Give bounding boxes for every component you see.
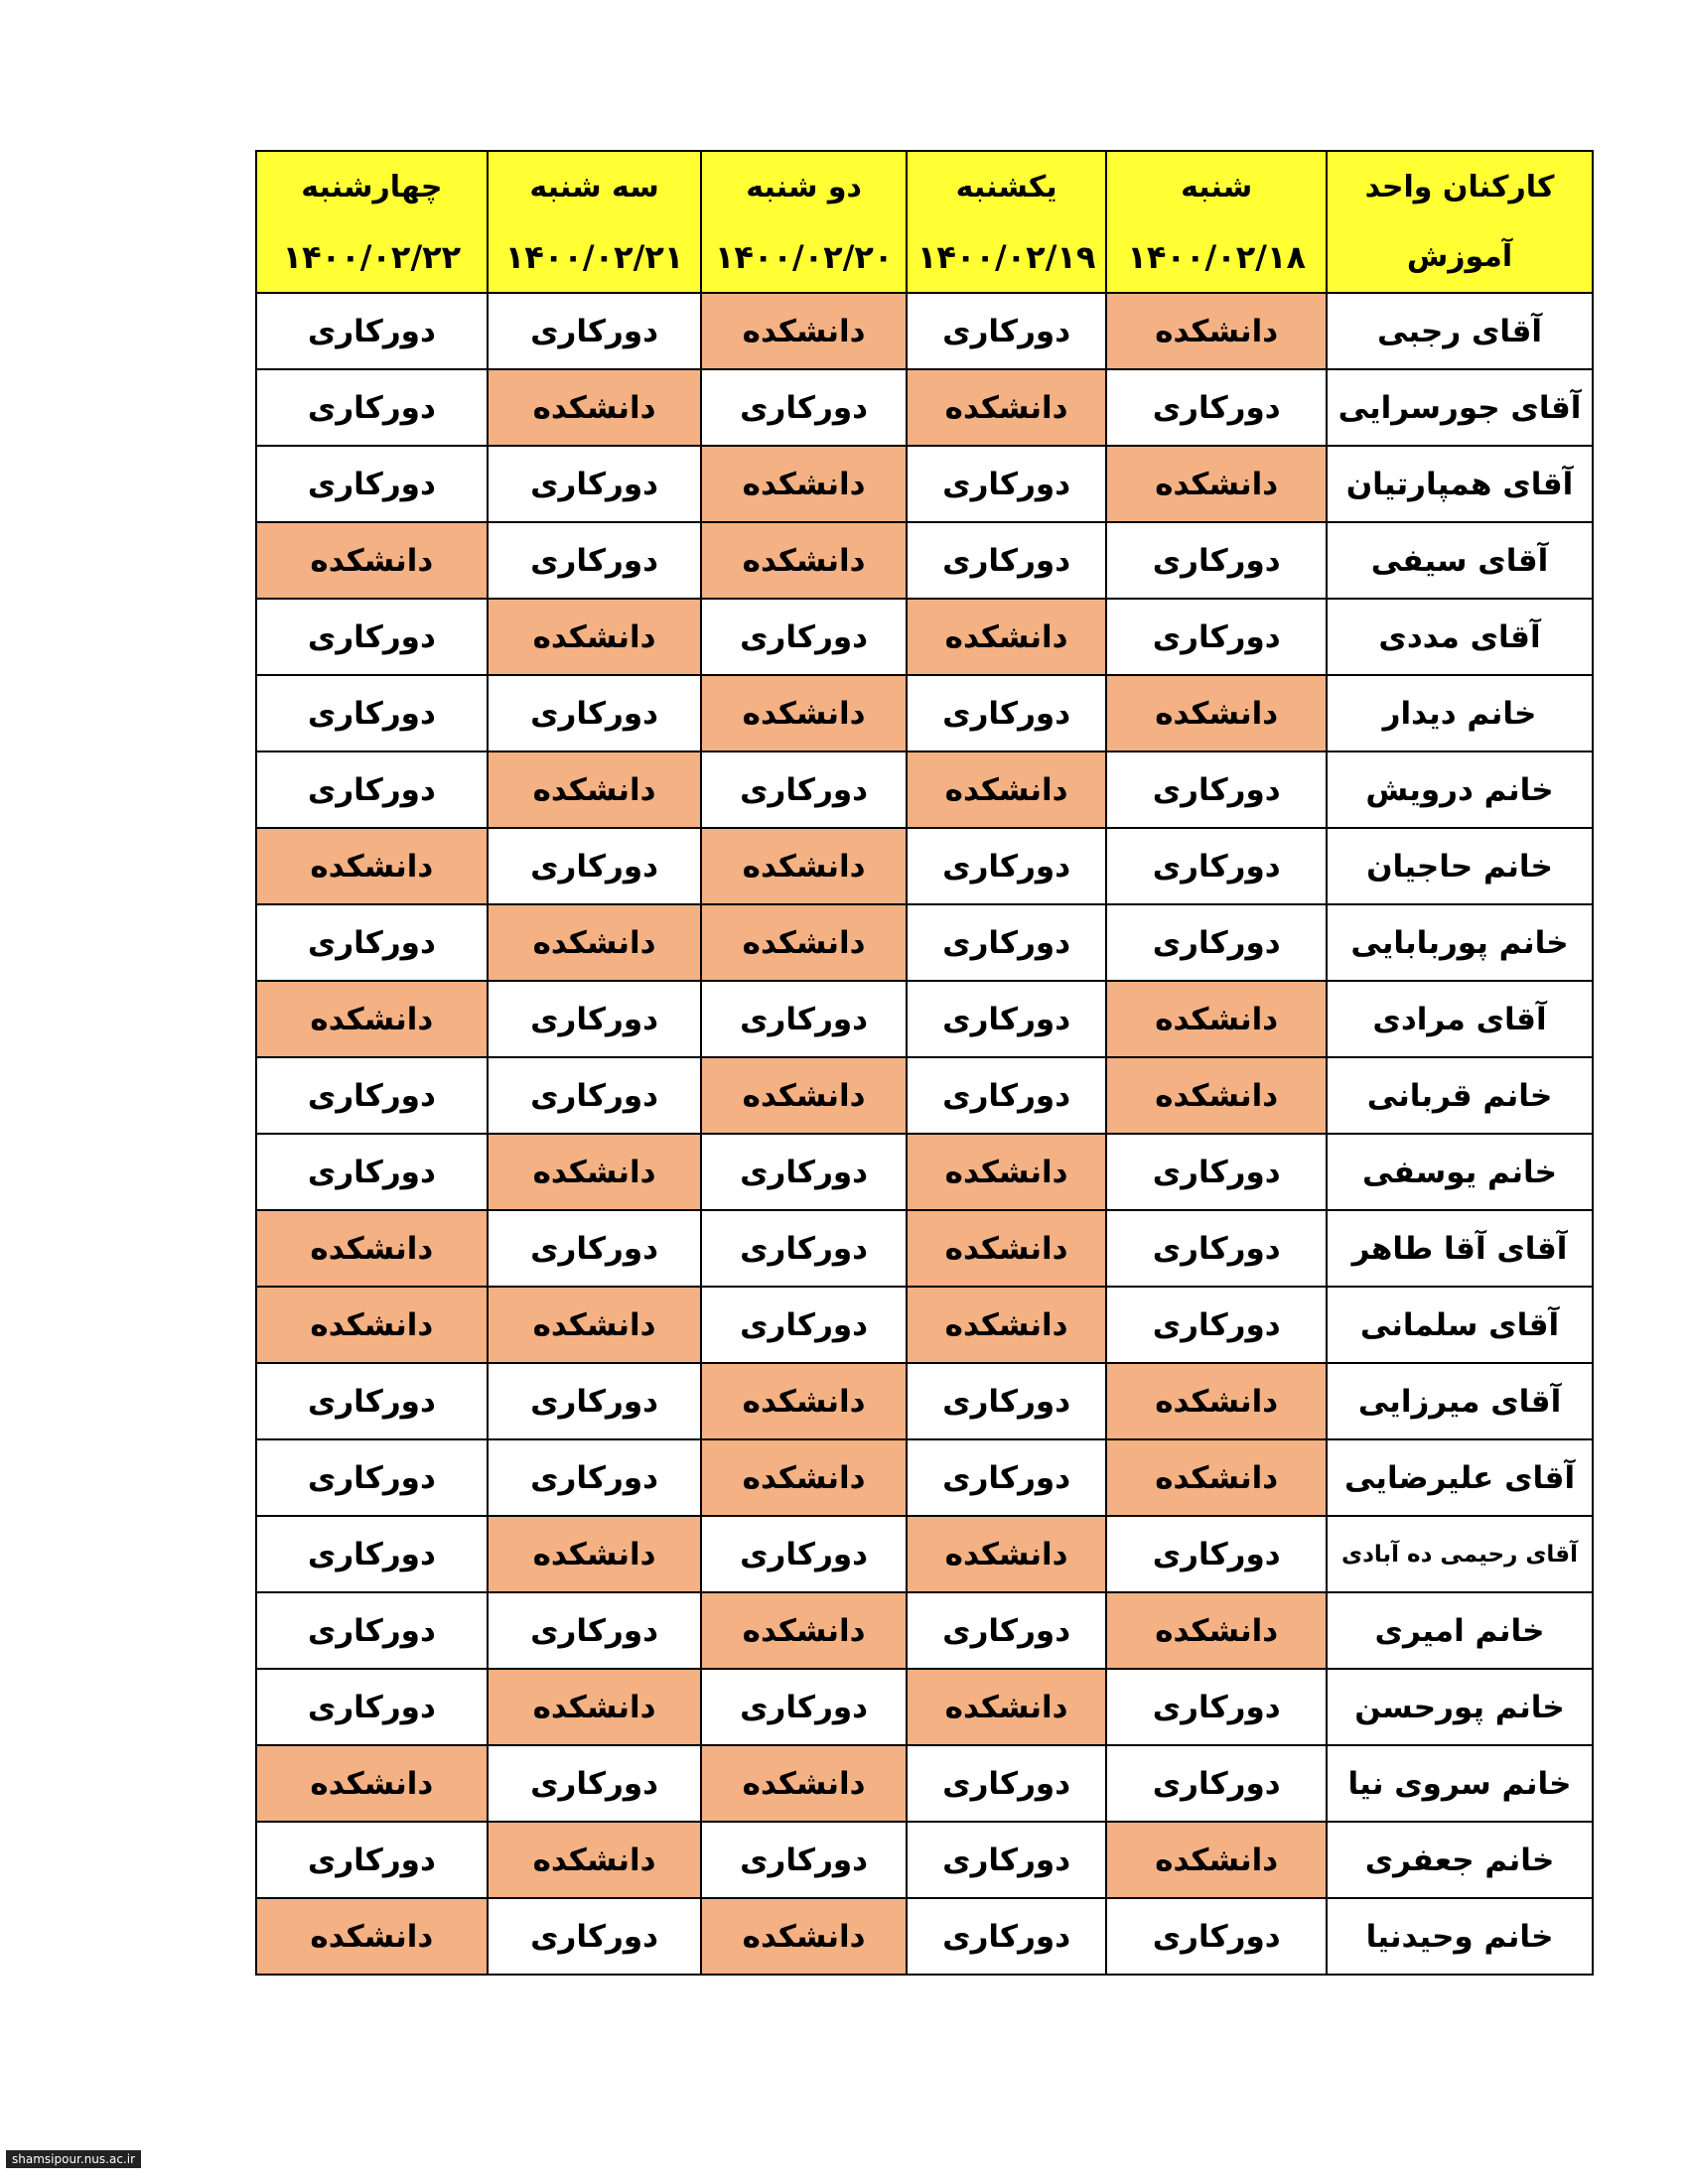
schedule-cell: دورکاری [701, 1822, 907, 1898]
day-date: ۱۴۰۰/۰۲/۲۱ [504, 237, 684, 276]
schedule-cell: دانشکده [907, 599, 1106, 675]
staff-name: آقای رجبی [1327, 293, 1593, 369]
schedule-cell: دورکاری [256, 1592, 488, 1669]
schedule-cell: دانشکده [907, 751, 1106, 828]
table-row [256, 599, 1593, 675]
schedule-cell: دورکاری [907, 1822, 1106, 1898]
schedule-cell: دورکاری [1106, 599, 1327, 675]
schedule-cell: دورکاری [701, 1210, 907, 1287]
table-row [256, 675, 1593, 751]
schedule-cell: دورکاری [488, 828, 702, 904]
schedule-cell: دانشکده [1106, 293, 1327, 369]
table-row [256, 904, 1593, 981]
staff-name: خانم وحیدنیا [1327, 1898, 1593, 1975]
header-day-4 [488, 151, 702, 293]
schedule-cell: دورکاری [1106, 369, 1327, 446]
schedule-cell: دانشکده [907, 1287, 1106, 1363]
table-row [256, 751, 1593, 828]
schedule-cell: دورکاری [1106, 1134, 1327, 1210]
schedule-cell: دانشکده [701, 1745, 907, 1822]
schedule-cell: دورکاری [1106, 1210, 1327, 1287]
staff-name: آقای سیفی [1327, 522, 1593, 599]
schedule-cell: دانشکده [256, 1898, 488, 1975]
schedule-cell: دورکاری [256, 446, 488, 522]
schedule-cell: دورکاری [256, 1822, 488, 1898]
schedule-cell: دانشکده [701, 1898, 907, 1975]
schedule-cell: دانشکده [256, 1287, 488, 1363]
schedule-cell: دورکاری [488, 522, 702, 599]
schedule-cell: دورکاری [488, 1592, 702, 1669]
schedule-cell: دانشکده [1106, 1057, 1327, 1134]
schedule-cell: دورکاری [907, 1439, 1106, 1516]
table-row [256, 1439, 1593, 1516]
schedule-cell: دورکاری [701, 1134, 907, 1210]
schedule-cell: دورکاری [256, 1439, 488, 1516]
schedule-cell: دورکاری [1106, 1516, 1327, 1592]
schedule-cell: دانشکده [907, 1669, 1106, 1745]
staff-name: آقای علیرضایی [1327, 1439, 1593, 1516]
table-row [256, 828, 1593, 904]
schedule-cell: دانشکده [256, 828, 488, 904]
schedule-cell: دورکاری [907, 1592, 1106, 1669]
header-day-1 [1106, 151, 1327, 293]
staff-name: خانم جعفری [1327, 1822, 1593, 1898]
schedule-cell: دانشکده [701, 293, 907, 369]
schedule-cell: دانشکده [488, 904, 702, 981]
schedule-cell: دانشکده [488, 751, 702, 828]
schedule-cell: دورکاری [907, 1057, 1106, 1134]
schedule-cell: دورکاری [1106, 1287, 1327, 1363]
table-row [256, 1134, 1593, 1210]
schedule-cell: دانشکده [701, 828, 907, 904]
day-date: ۱۴۰۰/۰۲/۱۸ [1127, 237, 1306, 276]
schedule-cell: دانشکده [488, 1287, 702, 1363]
table-body [256, 293, 1593, 1975]
table-row [256, 446, 1593, 522]
schedule-cell: دورکاری [488, 1363, 702, 1439]
schedule-cell: دورکاری [701, 1287, 907, 1363]
staff-name: خانم درویش [1327, 751, 1593, 828]
staff-name: آقای آقا طاهر [1327, 1210, 1593, 1287]
table-row [256, 1363, 1593, 1439]
schedule-cell: دانشکده [701, 904, 907, 981]
staff-name: خانم دیدار [1327, 675, 1593, 751]
schedule-cell: دانشکده [1106, 981, 1327, 1057]
schedule-cell: دورکاری [256, 904, 488, 981]
staff-name: آقای میرزایی [1327, 1363, 1593, 1439]
schedule-cell: دانشکده [701, 1363, 907, 1439]
header-day-2 [907, 151, 1106, 293]
table-row [256, 1210, 1593, 1287]
schedule-cell: دورکاری [488, 446, 702, 522]
table-row [256, 1669, 1593, 1745]
schedule-cell: دورکاری [488, 1898, 702, 1975]
schedule-cell: دورکاری [1106, 828, 1327, 904]
staff-name: خانم سروی نیا [1327, 1745, 1593, 1822]
schedule-cell: دانشکده [488, 1822, 702, 1898]
schedule-cell: دورکاری [907, 522, 1106, 599]
schedule-cell: دورکاری [488, 1057, 702, 1134]
staff-name: آقای مرادی [1327, 981, 1593, 1057]
schedule-cell: دورکاری [488, 293, 702, 369]
schedule-cell: دورکاری [907, 1898, 1106, 1975]
staff-name: خانم پوربابایی [1327, 904, 1593, 981]
schedule-cell: دانشکده [907, 1516, 1106, 1592]
schedule-cell: دورکاری [907, 981, 1106, 1057]
schedule-cell: دورکاری [256, 1363, 488, 1439]
schedule-cell: دورکاری [1106, 1745, 1327, 1822]
schedule-cell: دورکاری [907, 1363, 1106, 1439]
staff-name: آقای همپارتیان [1327, 446, 1593, 522]
schedule-cell: دورکاری [256, 1134, 488, 1210]
schedule-cell: دانشکده [488, 1134, 702, 1210]
staff-name: آقای سلمانی [1327, 1287, 1593, 1363]
schedule-cell: دانشکده [1106, 446, 1327, 522]
schedule-cell: دانشکده [488, 1516, 702, 1592]
schedule-cell: دانشکده [701, 522, 907, 599]
schedule-cell: دورکاری [1106, 522, 1327, 599]
table-row [256, 1592, 1593, 1669]
schedule-cell: دورکاری [1106, 1898, 1327, 1975]
schedule-cell: دانشکده [1106, 675, 1327, 751]
day-date: ۱۴۰۰/۰۲/۲۲ [282, 237, 462, 276]
schedule-cell: دورکاری [488, 1745, 702, 1822]
table-row [256, 293, 1593, 369]
schedule-table [255, 150, 1594, 1976]
day-name: سه شنبه [529, 169, 659, 205]
table-row [256, 1745, 1593, 1822]
schedule-cell: دورکاری [907, 293, 1106, 369]
schedule-cell: دانشکده [256, 1210, 488, 1287]
schedule-cell: دورکاری [488, 1210, 702, 1287]
schedule-cell: دورکاری [701, 981, 907, 1057]
table-row [256, 981, 1593, 1057]
schedule-cell: دورکاری [907, 828, 1106, 904]
staff-name: خانم حاجیان [1327, 828, 1593, 904]
schedule-cell: دورکاری [256, 751, 488, 828]
staff-name: خانم یوسفی [1327, 1134, 1593, 1210]
table-row [256, 1822, 1593, 1898]
day-date: ۱۴۰۰/۰۲/۱۹ [916, 237, 1096, 276]
schedule-cell: دورکاری [907, 675, 1106, 751]
schedule-cell: دورکاری [488, 675, 702, 751]
table-row [256, 369, 1593, 446]
table-row [256, 1898, 1593, 1975]
day-date: ۱۴۰۰/۰۲/۲۰ [714, 237, 894, 276]
schedule-cell: دورکاری [1106, 751, 1327, 828]
header-day-3 [701, 151, 907, 293]
schedule-cell: دانشکده [701, 1057, 907, 1134]
header-day-5 [256, 151, 488, 293]
schedule-cell: دورکاری [488, 981, 702, 1057]
schedule-cell: دانشکده [1106, 1363, 1327, 1439]
schedule-cell: دورکاری [701, 1669, 907, 1745]
schedule-cell: دانشکده [907, 1210, 1106, 1287]
schedule-cell: دورکاری [256, 675, 488, 751]
staff-name: آقای مددی [1327, 599, 1593, 675]
schedule-cell: دورکاری [256, 1669, 488, 1745]
staff-name: خانم قربانی [1327, 1057, 1593, 1134]
schedule-cell: دانشکده [488, 369, 702, 446]
schedule-cell: دورکاری [907, 1745, 1106, 1822]
day-name: دو شنبه [746, 169, 862, 205]
schedule-cell: دانشکده [1106, 1592, 1327, 1669]
schedule-cell: دورکاری [907, 446, 1106, 522]
schedule-cell: دانشکده [256, 1745, 488, 1822]
staff-name: آقای رحیمی ده آبادی [1327, 1516, 1593, 1592]
schedule-cell: دانشکده [701, 446, 907, 522]
schedule-cell: دانشکده [256, 981, 488, 1057]
day-name: چهارشنبه [301, 169, 443, 205]
schedule-cell: دانشکده [701, 1439, 907, 1516]
schedule-cell: دورکاری [256, 369, 488, 446]
schedule-cell: دورکاری [907, 904, 1106, 981]
staff-name: آقای جورسرایی [1327, 369, 1593, 446]
schedule-cell: دورکاری [1106, 1669, 1327, 1745]
schedule-cell: دورکاری [701, 599, 907, 675]
table-header [256, 151, 1593, 293]
schedule-cell: دانشکده [907, 1134, 1106, 1210]
table-row [256, 1516, 1593, 1592]
day-name: یکشنبه [955, 169, 1057, 205]
schedule-cell: دورکاری [701, 369, 907, 446]
schedule-cell: دورکاری [256, 1057, 488, 1134]
schedule-cell: دورکاری [701, 751, 907, 828]
site-watermark: shamsipour.nus.ac.ir [6, 2150, 141, 2168]
table-row [256, 522, 1593, 599]
table-row [256, 1287, 1593, 1363]
schedule-cell: دورکاری [256, 1516, 488, 1592]
schedule-cell: دورکاری [256, 293, 488, 369]
schedule-cell: دانشکده [488, 599, 702, 675]
schedule-cell: دورکاری [488, 1439, 702, 1516]
schedule-cell: دورکاری [701, 1516, 907, 1592]
schedule-cell: دانشکده [1106, 1439, 1327, 1516]
schedule-cell: دانشکده [1106, 1822, 1327, 1898]
schedule-cell: دانشکده [256, 522, 488, 599]
schedule-cell: دانشکده [701, 1592, 907, 1669]
schedule-cell: دورکاری [256, 599, 488, 675]
schedule-cell: دانشکده [701, 675, 907, 751]
schedule-cell: دانشکده [488, 1669, 702, 1745]
table-row [256, 1057, 1593, 1134]
header-staff-label: کارکنان واحد آموزش [1327, 151, 1593, 293]
day-name: شنبه [1181, 169, 1253, 205]
staff-name: خانم امیری [1327, 1592, 1593, 1669]
schedule-cell: دانشکده [907, 369, 1106, 446]
schedule-cell: دورکاری [1106, 904, 1327, 981]
staff-name: خانم پورحسن [1327, 1669, 1593, 1745]
